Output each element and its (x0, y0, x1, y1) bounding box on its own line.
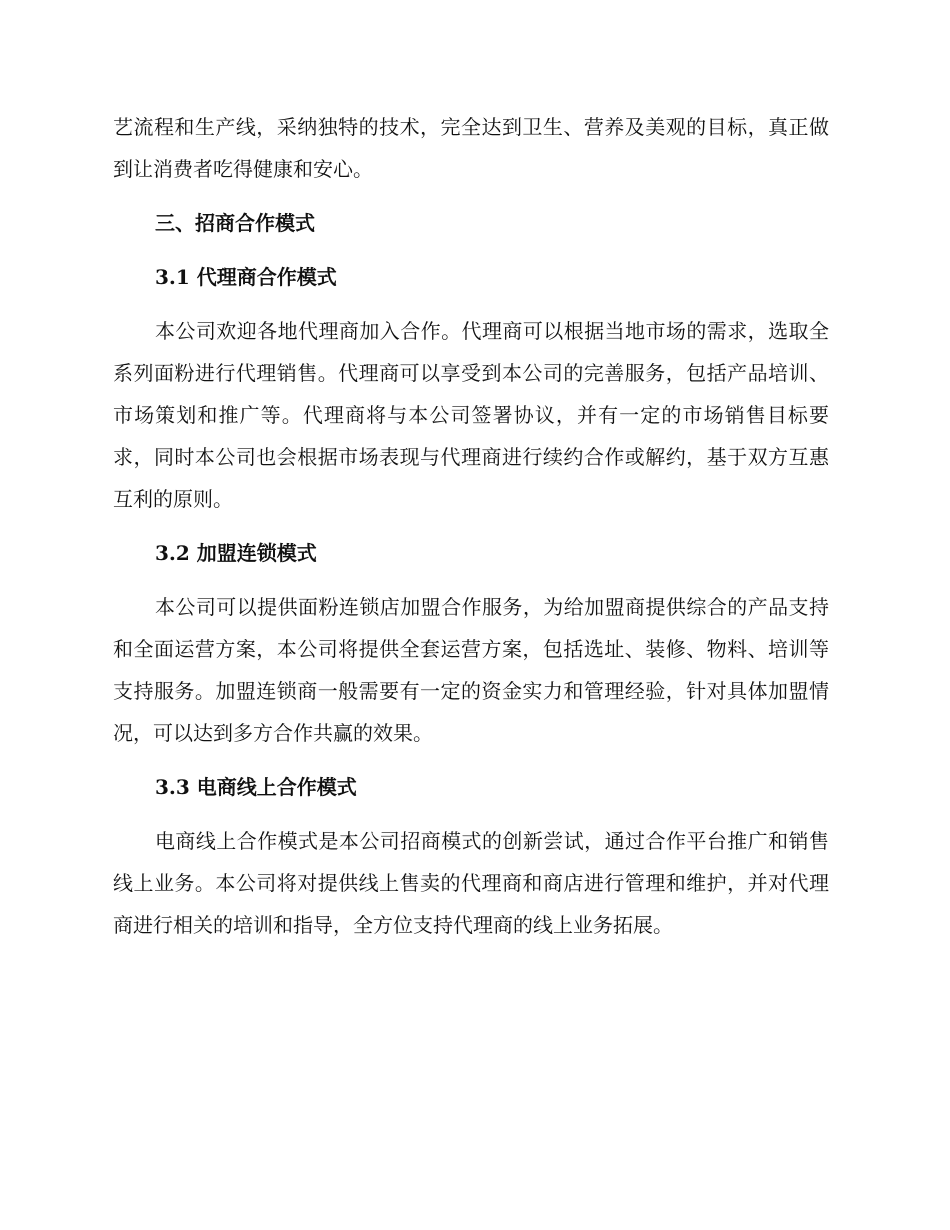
paragraph-franchise-mode: 本公司可以提供面粉连锁店加盟合作服务，为给加盟商提供综合的产品支持和全面运营方案，本公司将提供全套运营方案，包括选址、装修、物料、培训等支持服务。加盟连锁商一般需要有一定的资金实力和管理经验，针对具体加盟情况，可以达到多方合作共赢的效果。 (113, 595, 829, 745)
paragraph-intro-continuation: 艺流程和生产线，采纳独特的技术，完全达到卫生、营养及美观的目标，真正做到让消费者吃得健康和安心。 (113, 115, 829, 181)
subheading-3-3: 3.3 电商线上合作模式 (155, 775, 357, 799)
spacer (113, 754, 829, 766)
spacer (113, 298, 829, 310)
spacer (113, 808, 829, 820)
spacer (113, 244, 829, 256)
spacer (113, 520, 829, 532)
section-heading-investment-modes: 三、招商合作模式 (155, 211, 315, 235)
subheading-3-1: 3.1 代理商合作模式 (155, 265, 337, 289)
paragraph-ecommerce-mode: 电商线上合作模式是本公司招商模式的创新尝试，通过合作平台推广和销售线上业务。本公司将对提供线上售卖的代理商和商店进行管理和维护，并对代理商进行相关的培训和指导，全方位支持代理商的线上业务拓展。 (113, 829, 829, 937)
spacer (113, 574, 829, 586)
subheading-3-2: 3.2 加盟连锁模式 (155, 541, 317, 565)
spacer (113, 190, 829, 202)
document-body (113, 106, 829, 946)
paragraph-agent-mode: 本公司欢迎各地代理商加入合作。代理商可以根据当地市场的需求，选取全系列面粉进行代理销售。代理商可以享受到本公司的完善服务，包括产品培训、市场策划和推广等。代理商将与本公司签署协议，并有一定的市场销售目标要求，同时本公司也会根据市场表现与代理商进行续约合作或解约，基于双方互惠互利的原则。 (113, 319, 829, 511)
